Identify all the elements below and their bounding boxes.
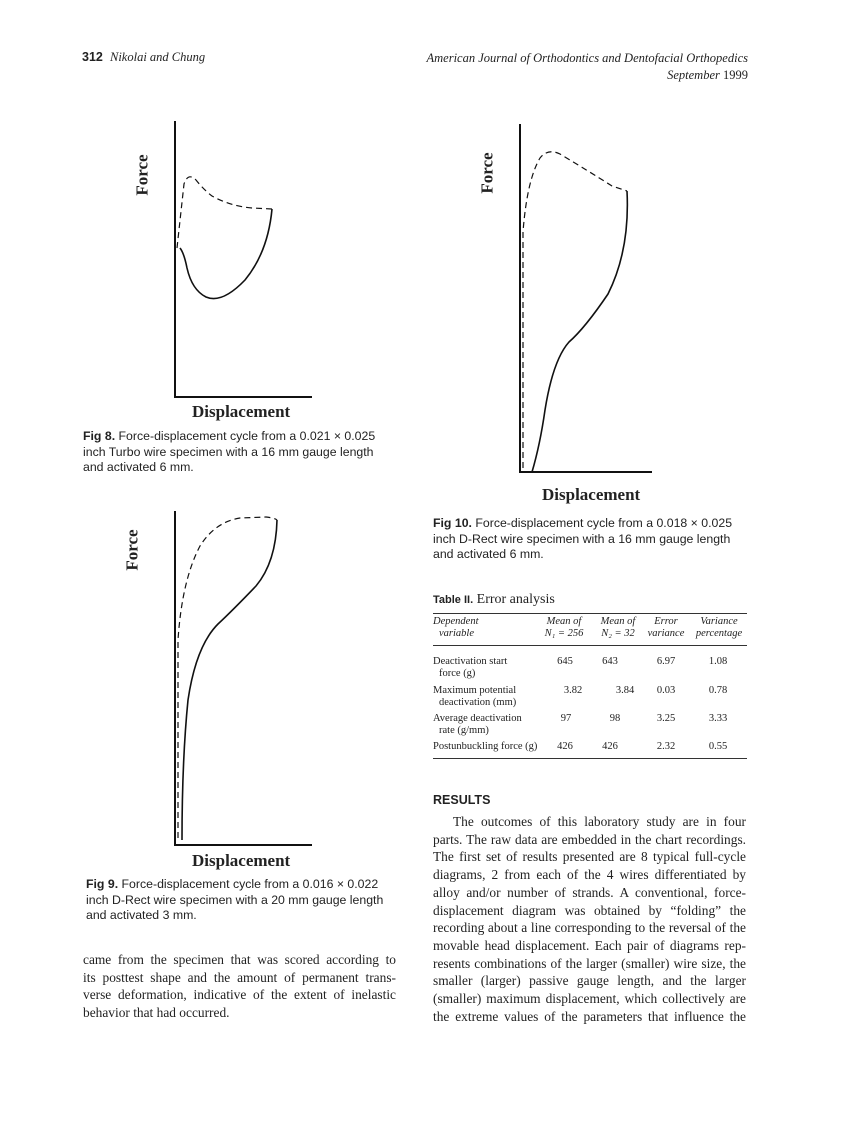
text-line: parts. The raw data are embedded in the chart recordings. (433, 831, 746, 847)
figure-9-axes (175, 511, 312, 845)
figure-9-caption-line: and activated 3 mm. (86, 908, 197, 922)
figure-10-caption-line: and activated 6 mm. (433, 547, 544, 561)
table-cell-error: 6.97 (656, 656, 676, 667)
table-cell-mean2: 643 (602, 656, 618, 667)
table-cell-mean1: 3.82 (563, 685, 583, 696)
table-cell-mean2: 98 (609, 713, 621, 724)
figure-9-caption-line: inch D-Rect wire specimen with a 20 mm gauge length (86, 892, 384, 907)
table-cell-mean2: 426 (602, 741, 618, 752)
text-line: smaller (larger) passive gauge length, and the larger (433, 973, 746, 989)
figure-9-axis-lines (175, 511, 312, 845)
text-line: the extreme values of the parameters that influence the (433, 1008, 746, 1024)
figure-9-y-axis-label: Force (122, 529, 142, 571)
figure-9-unloading-curve (182, 520, 277, 840)
table-header-error: Error variance (647, 616, 685, 639)
figure-10-caption-line: Force-displacement cycle from a 0.018 × 0.025 (475, 516, 733, 530)
table-cell-variable: Deactivation start force (g) (433, 656, 508, 679)
text-line: movable head displacement. Each pair of diagrams rep- (433, 937, 746, 953)
issue-month: September (667, 68, 720, 82)
table-top-rule (433, 613, 747, 614)
figure-9-caption-label: Fig 9. (86, 877, 119, 891)
table-title (433, 592, 555, 608)
text-line: The outcomes of this laboratory study are in four (453, 814, 746, 829)
table-bottom-rule (433, 758, 747, 759)
text-line: came from the specimen that was scored according to (83, 952, 396, 967)
text-line: diagrams, 2 from each of the 4 wires differentiated by (433, 867, 746, 883)
text-line: recording about a line corresponding to the reversal of the (433, 920, 746, 936)
results-heading: RESULTS (433, 793, 491, 807)
figure-8-caption-line: Force-displacement cycle from a 0.021 × 0.025 (118, 429, 376, 443)
text-line: displacement diagram was obtained by “folding” the (433, 902, 746, 918)
table-cell-variance: 1.08 (708, 656, 728, 667)
table-cell-error: 2.32 (656, 741, 676, 752)
table-cell-variance: 0.55 (708, 741, 728, 752)
left-column-text (83, 951, 396, 1022)
table-header-mean2: Mean of N₂ = 32 (600, 616, 636, 639)
figure-9-caption-line: Force-displacement cycle from a 0.016 × 0.022 (121, 877, 379, 891)
table-caption: Error analysis (476, 592, 555, 607)
figure-8-caption-label: Fig 8. (83, 429, 116, 443)
journal-title: American Journal of Orthodontics and Dentofacial Orthopedics (426, 51, 748, 65)
running-authors: Nikolai and Chung (109, 50, 206, 64)
figure-9-caption (86, 877, 416, 924)
text-line: verse deformation, indicative of the extent of inelastic (83, 987, 396, 1003)
text-line: alloy and/or number of strands. A conventional, force- (433, 884, 746, 900)
table-cell-variance: 3.33 (708, 713, 728, 724)
table-cell-mean1: 97 (560, 713, 572, 724)
text-line: The first set of results presented are 8 typical full-cycle (433, 849, 746, 865)
table-cell-mean1: 645 (557, 656, 573, 667)
table-label: Table II. (433, 594, 474, 606)
figure-8-caption-line: and activated 6 mm. (83, 460, 194, 474)
table-header-rule (433, 645, 747, 646)
text-line: behavior that had occurred. (83, 1005, 230, 1021)
table-header-variable: Dependent variable (433, 616, 479, 639)
table-cell-mean2: 3.84 (615, 685, 635, 696)
table-cell-error: 0.03 (656, 685, 676, 696)
figure-9-x-axis-label: Displacement (192, 851, 291, 870)
figure-10-y-axis-label: Force (477, 152, 497, 194)
table-header-mean1: Mean of N₁ = 256 (544, 616, 584, 639)
table-cell-error: 3.25 (656, 713, 676, 724)
issue-year: 1999 (723, 68, 748, 82)
figure-8-x-axis-label: Displacement (192, 402, 291, 421)
figure-10-caption-label: Fig 10. (433, 516, 472, 530)
table-cell-variable: Average deactivation rate (g/mm) (433, 713, 522, 736)
figure-8-y-axis-label: Force (132, 154, 152, 196)
figure-8-caption-line: inch Turbo wire specimen with a 16 mm gauge length (83, 444, 374, 459)
figure-10-caption-line: inch D-Rect wire specimen with a 16 mm gauge length (433, 531, 731, 546)
table-cell-mean1: 426 (557, 741, 573, 752)
text-line: (smaller) maximum displacement, which collectively are (433, 991, 746, 1007)
table-cell-variable: Maximum potential deactivation (mm) (433, 685, 517, 708)
text-line: its posttest shape and the amount of permanent trans- (83, 969, 396, 985)
table-cell-variable: Postunbuckling force (g) (433, 741, 538, 752)
figure-10-x-axis-label: Displacement (542, 485, 641, 504)
page-number: 312 (82, 50, 103, 64)
results-paragraph (433, 813, 746, 1025)
text-line: resents combinations of the larger (smaller) wire size, the (433, 955, 746, 971)
table-cell-variance: 0.78 (708, 685, 728, 696)
table-header-variance: Variance percentage (695, 616, 743, 639)
